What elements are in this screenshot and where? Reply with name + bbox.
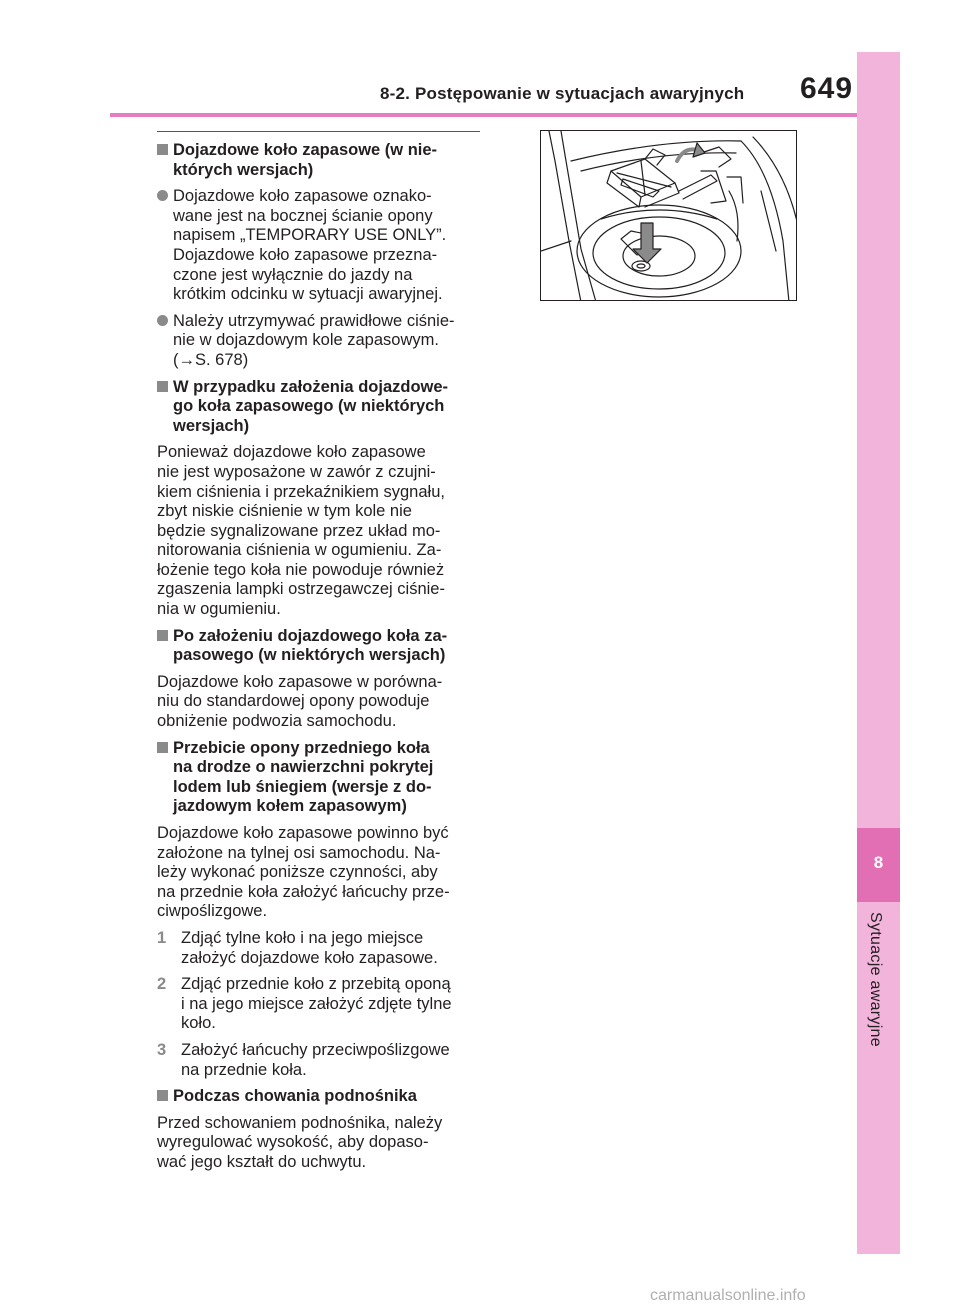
circle-bullet-icon (157, 315, 168, 326)
step-number: 2 (157, 975, 167, 994)
section-heading: W przypadku założenia dojazdowe- go koła zapasowego (w niektórych wersjach) (157, 378, 487, 437)
step-item: 1 Zdjąć tylne koło i na jego miejsce założyć dojazdowe koło zapasowe. (157, 928, 438, 967)
bullet-item: Należy utrzymywać prawidłowe ciśnie- nie w dojazdowym kole zapasowym. (→S. 678) (157, 312, 487, 371)
chapter-label: Sytuacje awaryjne (867, 912, 884, 1047)
step-number: 1 (157, 928, 167, 947)
paragraph: Dojazdowe koło zapasowe powinno być założone na tylnej osi samochodu. Na- leży wykonać poniższe czynności, aby na przednie koła założyć łańcuchy prze- ciwpoślizgowe. (157, 824, 450, 921)
header-rule (110, 113, 862, 117)
square-bullet-icon (157, 381, 168, 392)
paragraph: Ponieważ dojazdowe koło zapasowe nie jest wyposażone w zawór z czujni- kiem ciśnienia i przekaźnikiem sygnału, zbyt niskie ciśnienie w tym kole nie będzie sygnalizowane przez układ mo- nitorowania ciśnienia w ogumieniu. Za- łożenie tego koła nie powoduje również zgaszenia lampki ostrzegawczej ciśnie- nia w ogumieniu. (157, 443, 445, 619)
paragraph: Dojazdowe koło zapasowe w porówna- niu do standardowej opony powoduje obniżenie podwozia samochodu. (157, 672, 443, 731)
chapter-side-tab (857, 52, 900, 1254)
step-item: 3 Założyć łańcuchy przeciwpoślizgowe na przednie koła. (157, 1040, 450, 1079)
step-item: 2 Zdjąć przednie koło z przebitą oponą i na jego miejsce założyć zdjęte tylne koło. (157, 975, 452, 1033)
text-column (157, 141, 487, 1180)
chapter-number: 8 (873, 853, 884, 872)
circle-bullet-icon (157, 190, 168, 201)
section-heading: Po założeniu dojazdowego koła za- pasowego (w niektórych wersjach) (157, 627, 487, 666)
jack-storage-illustration (540, 130, 797, 301)
bullet-item: Dojazdowe koło zapasowe oznako- wane jest na bocznej ścianie opony napisem „TEMPORARY USE ONLY”. Dojazdowe koło zapasowe przezna- czone jest wyłącznie do jazdy na krótkim odcinku w sytuacji awaryjnej. (157, 187, 487, 305)
section-heading: Przebicie opony przedniego koła na drodze o nawierzchni pokrytej lodem lub śniegiem (wersje z do- jazdowym kołem zapasowym) (157, 739, 487, 817)
section-heading: Dojazdowe koło zapasowe (w nie- których wersjach) (157, 141, 487, 180)
square-bullet-icon (157, 1090, 168, 1101)
square-bullet-icon (157, 742, 168, 753)
section-heading: Podczas chowania podnośnika (157, 1087, 487, 1107)
paragraph: Przed schowaniem podnośnika, należy wyregulować wysokość, aby dopaso- wać jego kształt do uchwytu. (157, 1113, 443, 1171)
watermark: carmanualsonline.info (650, 1287, 806, 1304)
page-number: 649 (800, 72, 854, 105)
square-bullet-icon (157, 144, 168, 155)
step-number: 3 (157, 1040, 167, 1059)
square-bullet-icon (157, 630, 168, 641)
column-top-rule (157, 131, 480, 132)
running-header: 8-2. Postępowanie w sytuacjach awaryjnych (380, 84, 745, 103)
